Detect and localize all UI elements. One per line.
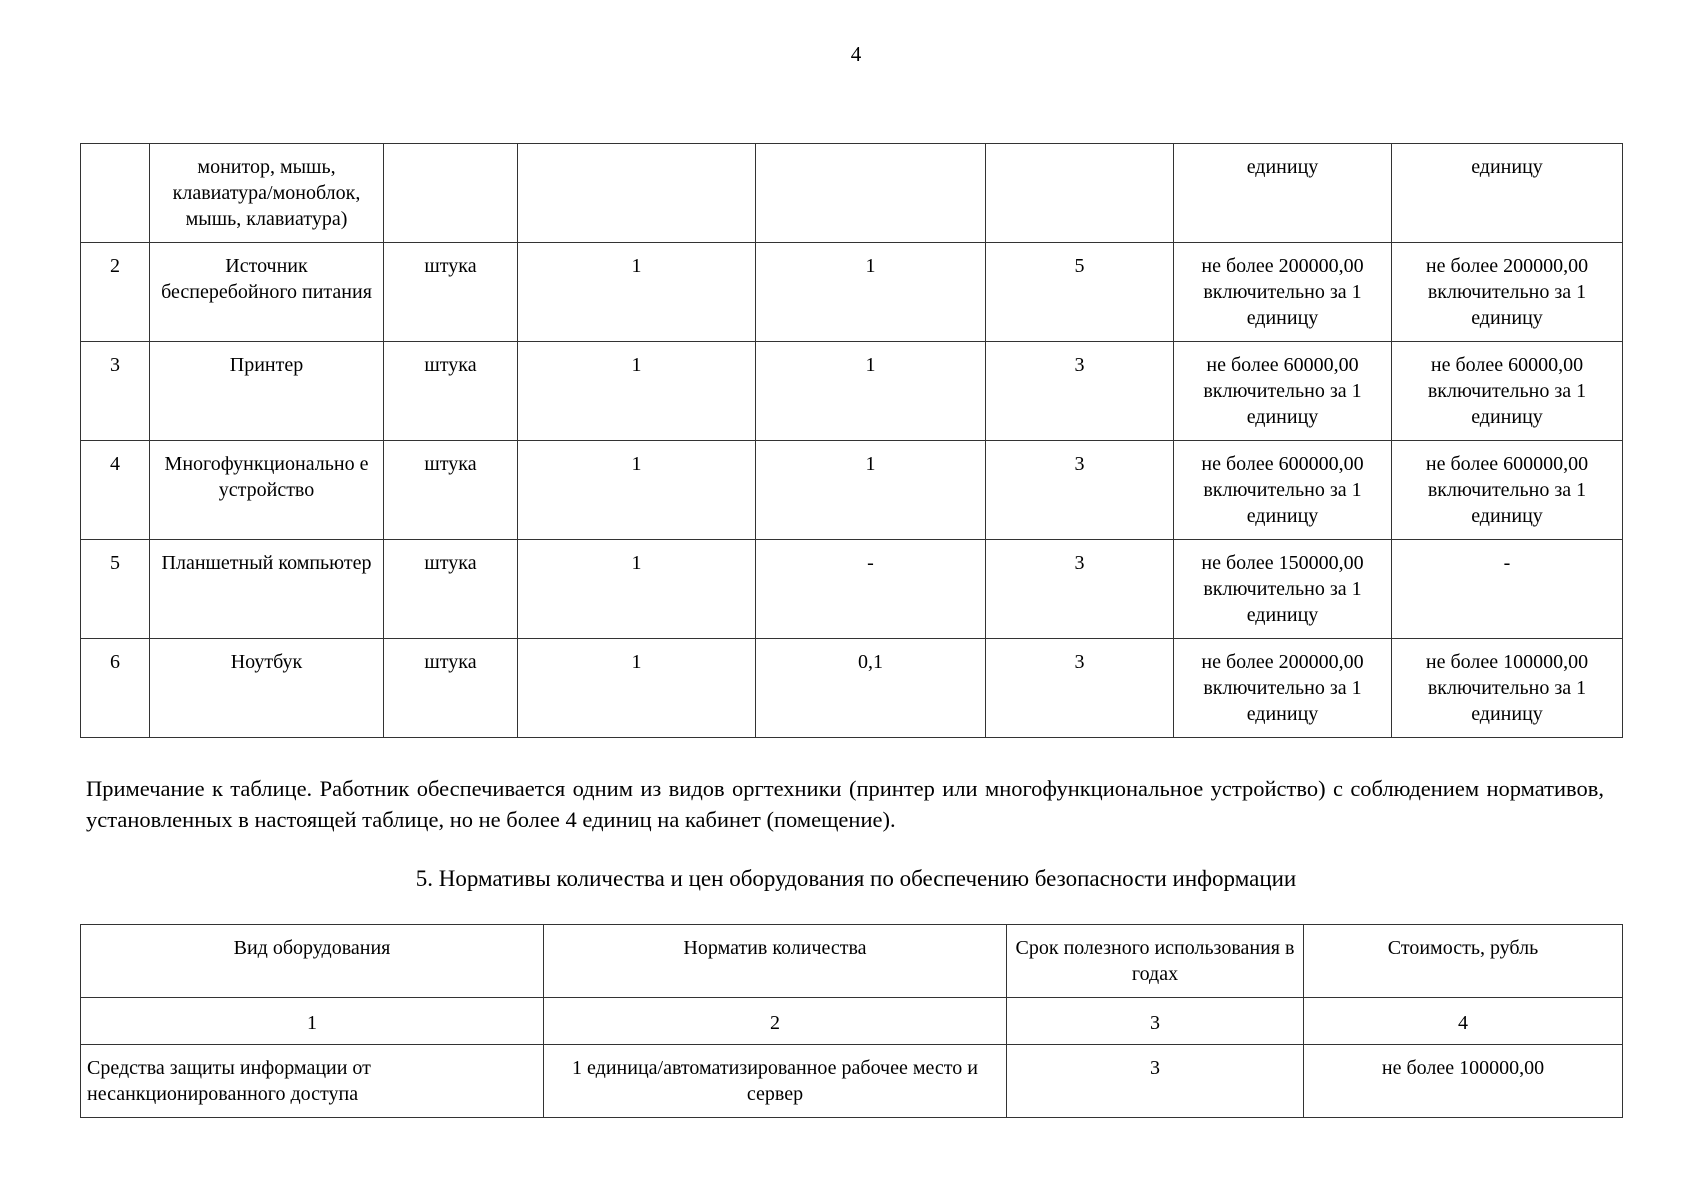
cell-c8: не более 100000,00 включительно за 1 единицу	[1392, 639, 1623, 738]
cell-name: Источник бесперебойного питания	[150, 243, 384, 342]
column-numbers-row	[81, 998, 1623, 1045]
cell-c6: 3	[986, 639, 1174, 738]
cell-c8: не более 600000,00 включительно за 1 единицу	[1392, 441, 1623, 540]
cell-name: Многофункционально е устройство	[150, 441, 384, 540]
cell-unit	[384, 144, 518, 243]
table-row	[81, 540, 1623, 639]
cell-c4: 1	[518, 342, 756, 441]
cell-c7: не более 200000,00 включительно за 1 единицу	[1174, 243, 1392, 342]
cell-num	[81, 144, 150, 243]
cell-num: 4	[81, 441, 150, 540]
header-cost: Стоимость, рубль	[1304, 925, 1623, 998]
cell-c5: -	[756, 540, 986, 639]
cell-num: 3	[81, 342, 150, 441]
section-title: 5. Нормативы количества и цен оборудования по обеспечению безопасности информации	[415, 866, 1297, 891]
cell-c5: 1	[756, 243, 986, 342]
cell-unit: штука	[384, 441, 518, 540]
column-number: 2	[544, 998, 1007, 1045]
cell-num: 6	[81, 639, 150, 738]
cell-c5: 1	[756, 441, 986, 540]
cell-name: Ноутбук	[150, 639, 384, 738]
cell-c4: 1	[518, 540, 756, 639]
cell-c5: 0,1	[756, 639, 986, 738]
table-row	[81, 342, 1623, 441]
cell-c4: 1	[518, 441, 756, 540]
cell-name: Планшетный компьютер	[150, 540, 384, 639]
cell-c6: 3	[986, 342, 1174, 441]
cell-unit: штука	[384, 243, 518, 342]
table-row	[81, 639, 1623, 738]
cell-num: 5	[81, 540, 150, 639]
cell-num: 2	[81, 243, 150, 342]
cell-unit: штука	[384, 540, 518, 639]
cell-c4: 1	[518, 243, 756, 342]
cell-c5: 1	[756, 342, 986, 441]
cell-unit: штука	[384, 639, 518, 738]
cell-c8: не более 200000,00 включительно за 1 единицу	[1392, 243, 1623, 342]
table-row	[81, 1045, 1623, 1118]
cell-equipment: Средства защиты информации от несанкционированного доступа	[81, 1045, 544, 1118]
cell-c7: не более 150000,00 включительно за 1 единицу	[1174, 540, 1392, 639]
security-equipment-table	[80, 924, 1623, 1118]
column-number: 1	[81, 998, 544, 1045]
cell-unit: штука	[384, 342, 518, 441]
cell-name: Принтер	[150, 342, 384, 441]
cell-c6: 3	[986, 441, 1174, 540]
cell-c7: не более 200000,00 включительно за 1 единицу	[1174, 639, 1392, 738]
cell-c7: не более 600000,00 включительно за 1 единицу	[1174, 441, 1392, 540]
cell-cost: не более 100000,00	[1304, 1045, 1623, 1118]
cell-c6	[986, 144, 1174, 243]
column-number: 4	[1304, 998, 1623, 1045]
cell-c7: единицу	[1174, 144, 1392, 243]
equipment-norms-table	[80, 143, 1623, 738]
table-header-row	[81, 925, 1623, 998]
cell-c5	[756, 144, 986, 243]
cell-c4: 1	[518, 639, 756, 738]
cell-c8: -	[1392, 540, 1623, 639]
cell-c6: 3	[986, 540, 1174, 639]
cell-c4	[518, 144, 756, 243]
table-row	[81, 243, 1623, 342]
cell-quantity: 1 единица/автоматизированное рабочее место и сервер	[544, 1045, 1007, 1118]
cell-c8: единицу	[1392, 144, 1623, 243]
cell-term: 3	[1007, 1045, 1304, 1118]
cell-c6: 5	[986, 243, 1174, 342]
header-quantity: Норматив количества	[544, 925, 1007, 998]
page-number: 4	[850, 42, 862, 66]
cell-c8: не более 60000,00 включительно за 1 единицу	[1392, 342, 1623, 441]
header-term: Срок полезного использования в годах	[1007, 925, 1304, 998]
header-equipment: Вид оборудования	[81, 925, 544, 998]
cell-c7: не более 60000,00 включительно за 1 единицу	[1174, 342, 1392, 441]
column-number: 3	[1007, 998, 1304, 1045]
table-row	[81, 441, 1623, 540]
table-note: Примечание к таблице. Работник обеспечивается одним из видов оргтехники (принтер или многофункциональное устройство) с соблюдением нормативов, установленных в настоящей таблице, но не более 4 единиц на кабинет (помещение).	[86, 776, 1604, 832]
cell-name: монитор, мышь, клавиатура/моноблок, мышь, клавиатура)	[150, 144, 384, 243]
table-row	[81, 144, 1623, 243]
